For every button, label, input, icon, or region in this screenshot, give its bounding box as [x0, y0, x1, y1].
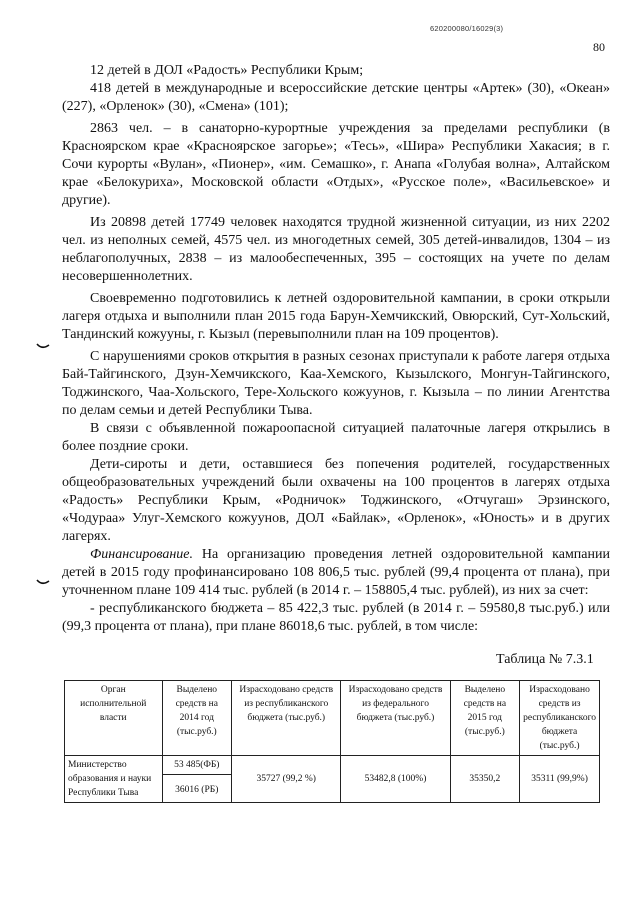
document-id: 620200080/16029(3): [430, 24, 504, 33]
paragraph-10: - республиканского бюджета – 85 422,3 тыс. рублей (в 2014 г. – 59580,8 тыс.руб.) или (99,3 процента от плана), при плане 86018,6 тыс. рублей, в том числе:: [62, 601, 610, 634]
alloc-2014-federal: 53 485(ФБ): [163, 758, 232, 775]
table-header-cell: Израсходовано средств из федерального бюджета (тыс.руб.): [341, 681, 450, 756]
document-body: [62, 62, 610, 636]
paragraph-8: Дети-сироты и дети, оставшиеся без попечения родителей, государственных общеобразовательных учреждений были охвачены на 100 процентов в лагерях отдыха «Радость» Республики Крым, «Родничок» Тоджинского, «Отчугаш» Эрзинского, «Чодураа» Улуг-Хемского кожуунов, ДОЛ «Байлак», «Орленок», «Юность» и в других лагерях.: [62, 457, 610, 544]
paragraph-7: В связи с объявленной пожароопасной ситуацией палаточные лагеря открылись в более поздние сроки.: [62, 421, 610, 454]
table-cell-spent-republic-2015: 35311 (99,9%): [520, 756, 600, 803]
table-cell-alloc-2015: 35350,2: [450, 756, 520, 803]
table-header-row: [65, 681, 600, 756]
table-header-cell: Орган исполнительной власти: [65, 681, 163, 756]
table-cell-alloc-2014: [162, 756, 232, 803]
paragraph-1: 12 детей в ДОЛ «Радость» Республики Крым;: [90, 63, 364, 78]
paragraph-6: С нарушениями сроков открытия в разных сезонах приступали к работе лагеря отдыха Бай-Тайгинского, Дзун-Хемчикского, Каа-Хемского, Кызылского, Монгун-Тайгинского, Тоджинского, Чаа-Хольского, Тере-Хольского кожуунов, г. Кызыла – по линии Агентства по делам семьи и детей Республики Тыва.: [62, 349, 610, 418]
paragraph-4: Из 20898 детей 17749 человек находятся трудной жизненной ситуации, из них 2202 чел. из неполных семей, 4575 чел. из многодетных семей, 305 детей-инвалидов, 1304 – из неблагополучных, 2838 – из малообеспеченных, 395 – состоящих на учете по делам несовершеннолетних.: [62, 215, 610, 284]
margin-tick-mark-icon: [36, 578, 50, 586]
financing-label: Финансирование.: [90, 547, 194, 562]
table-header-cell: Выделено средств на 2014 год (тыс.руб.): [162, 681, 232, 756]
page-number: 80: [593, 40, 605, 54]
table-cell-spent-republic: 35727 (99,2 %): [232, 756, 341, 803]
table-header-cell: Израсходовано средств из республиканского бюджета (тыс.руб.): [520, 681, 600, 756]
paragraph-2: 418 детей в международные и всероссийские детские центры «Артек» (30), «Океан» (227), «Орленок» (30), «Смена» (101);: [62, 81, 610, 114]
paragraph-3: 2863 чел. – в санаторно-курортные учреждения за пределами республики (в Красноярском крае «Красноярское загорье»; «Тесь», «Шира» Республики Хакасия; в г. Сочи курорты «Вулан», «Пионер», «им. Семашко», г. Анапа «Голубая волна», Алтайском крае «Белокуриха», Московской области «Отдых», «Русское поле», «Васильевское» и другие).: [62, 121, 610, 208]
paragraph-5: Своевременно подготовились к летней оздоровительной кампании, в сроки открыли лагеря отдыха и выполнили план 2015 года Барун-Хемчикский, Овюрский, Сут-Хольский, Тандинский кожууны, г. Кызыл (перевыполнили план на 109 процентов).: [62, 291, 610, 342]
table-header-cell: Израсходовано средств из республиканского бюджета (тыс.руб.): [232, 681, 341, 756]
paragraph-9: [62, 546, 610, 600]
table-row: [65, 756, 600, 803]
margin-tick-mark-icon: [36, 342, 50, 350]
alloc-2014-republic: 36016 (РБ): [175, 785, 219, 795]
table-caption: Таблица № 7.3.1: [496, 652, 594, 667]
financing-text: На организацию проведения летней оздоровительной кампании детей в 2015 году профинансировано 108 806,5 тыс. рублей (99,4 процента от плана), при уточненном плане 109 414 тыс. рублей (в 2014 г. – 158805,4 тыс. рублей), из них за счет:: [62, 547, 610, 598]
table-header-cell: Выделено средств на 2015 год (тыс.руб.): [450, 681, 520, 756]
table-cell-org: Министерство образования и науки Республики Тыва: [65, 756, 163, 803]
financing-table: [64, 680, 600, 803]
table-cell-spent-federal: 53482,8 (100%): [341, 756, 450, 803]
